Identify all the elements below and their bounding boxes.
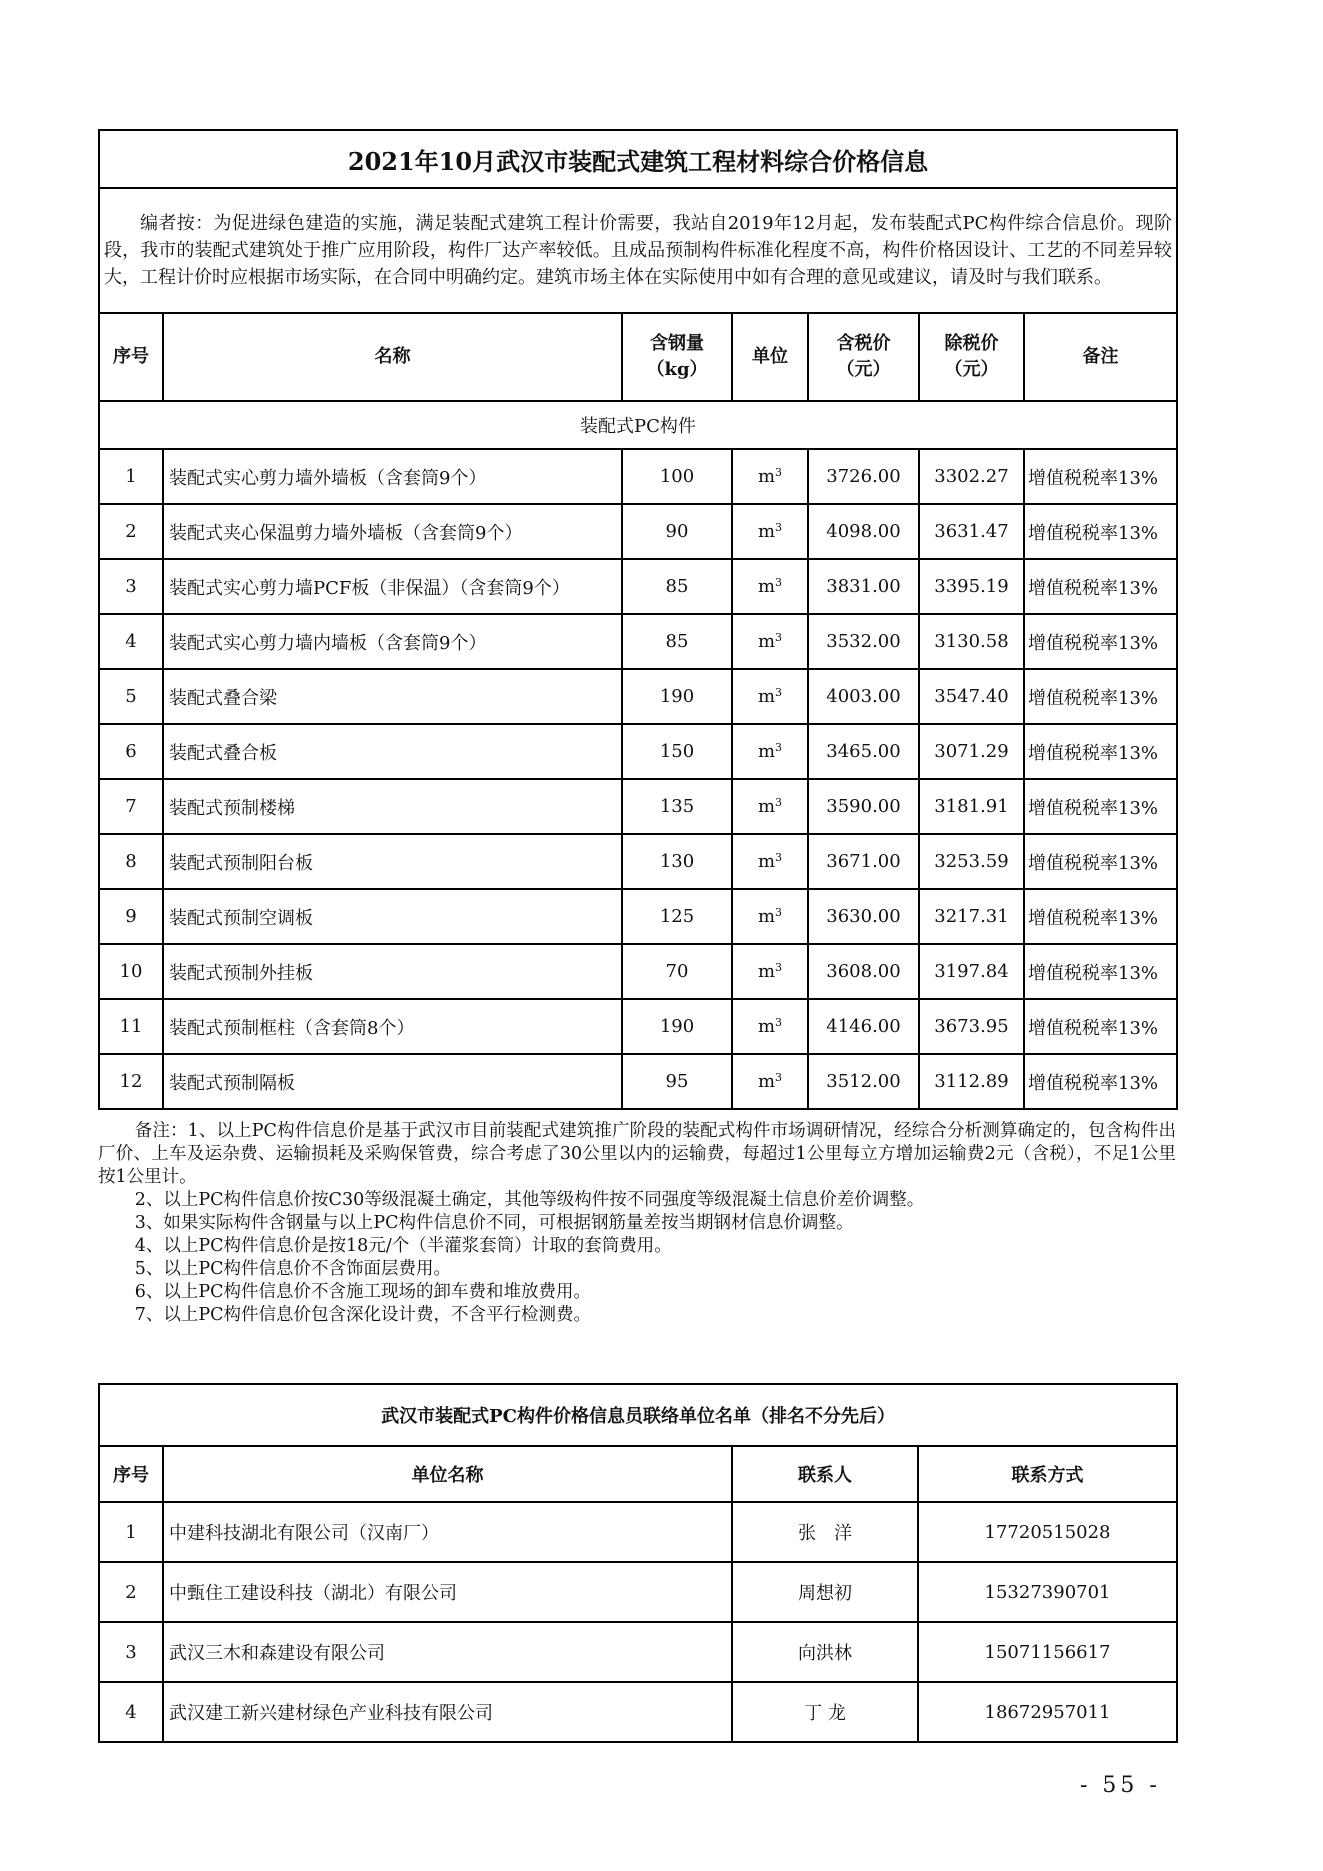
header-tax-excl-label: 除税价 [944, 333, 999, 354]
cell-tax-excl: 3673.95 [919, 999, 1024, 1054]
contact-table-title: 武汉市装配式PC构件价格信息员联络单位名单（排名不分先后） [99, 1384, 1177, 1446]
table-header [99, 313, 1177, 401]
cell-tax-incl: 3630.00 [808, 889, 919, 944]
cell-name: 装配式预制空调板 [163, 889, 622, 944]
cell-remark: 增值税税率13% [1024, 449, 1177, 504]
cell-steel: 150 [622, 724, 732, 779]
contact-row [99, 1502, 1177, 1562]
cell-contact: 丁 龙 [732, 1682, 918, 1742]
cell-seq: 2 [99, 1562, 163, 1622]
cell-unit [732, 724, 808, 779]
cell-tax-incl: 4098.00 [808, 504, 919, 559]
cell-unit [732, 999, 808, 1054]
cell-name: 装配式预制楼梯 [163, 779, 622, 834]
unit-base: m [757, 741, 776, 762]
contact-table-header [99, 1446, 1177, 1502]
unit-superscript: 3 [775, 686, 783, 699]
cell-remark: 增值税税率13% [1024, 999, 1177, 1054]
cell-tax-incl: 4003.00 [808, 669, 919, 724]
cell-unit [732, 779, 808, 834]
cell-company: 中建科技湖北有限公司（汉南厂） [163, 1502, 732, 1562]
cell-tax-excl: 3181.91 [919, 779, 1024, 834]
unit-superscript: 3 [775, 576, 783, 589]
unit-base: m [757, 466, 776, 487]
page-number: - 55 - [1080, 1773, 1161, 1798]
cell-phone: 18672957011 [918, 1682, 1177, 1742]
cell-seq: 1 [99, 449, 163, 504]
header-tax-incl-unit: （元） [836, 359, 891, 380]
cell-unit [732, 834, 808, 889]
cell-steel: 85 [622, 614, 732, 669]
table-row [99, 559, 1177, 614]
cell-name: 装配式实心剪力墙内墙板（含套筒9个） [163, 614, 622, 669]
note-item: 2、以上PC构件信息价按C30等级混凝土确定，其他等级构件按不同强度等级混凝土信息价差价调整。 [134, 1190, 925, 1210]
cell-name: 装配式叠合梁 [163, 669, 622, 724]
note-item: 4、以上PC构件信息价是按18元/个（半灌浆套筒）计取的套筒费用。 [134, 1236, 672, 1256]
cell-company: 武汉三木和森建设有限公司 [163, 1622, 732, 1682]
header-remark: 备注 [1024, 313, 1177, 401]
cell-seq: 6 [99, 724, 163, 779]
unit-base: m [757, 906, 776, 927]
cell-remark: 增值税税率13% [1024, 944, 1177, 999]
unit-superscript: 3 [775, 521, 783, 534]
cell-seq: 4 [99, 1682, 163, 1742]
header-tax-incl-label: 含税价 [836, 333, 891, 354]
note-item: 6、以上PC构件信息价不含施工现场的卸车费和堆放费用。 [134, 1282, 592, 1302]
cell-steel: 100 [622, 449, 732, 504]
header-tax-excl [919, 313, 1024, 401]
table-row [99, 504, 1177, 559]
unit-superscript: 3 [775, 796, 783, 809]
header-phone: 联系方式 [918, 1446, 1177, 1502]
cell-phone: 15071156617 [918, 1622, 1177, 1682]
note-item: 7、以上PC构件信息价包含深化设计费，不含平行检测费。 [134, 1305, 592, 1325]
contact-row [99, 1622, 1177, 1682]
cell-tax-excl: 3071.29 [919, 724, 1024, 779]
header-seq: 序号 [99, 313, 163, 401]
unit-superscript: 3 [775, 741, 783, 754]
unit-superscript: 3 [775, 631, 783, 644]
cell-tax-excl: 3112.89 [919, 1054, 1024, 1109]
cell-steel: 190 [622, 999, 732, 1054]
cell-tax-incl: 3831.00 [808, 559, 919, 614]
cell-unit [732, 614, 808, 669]
cell-steel: 85 [622, 559, 732, 614]
header-steel-label: 含钢量 [650, 333, 704, 354]
unit-superscript: 3 [775, 906, 783, 919]
header-tax-incl [808, 313, 919, 401]
cell-seq: 1 [99, 1502, 163, 1562]
cell-tax-excl: 3302.27 [919, 449, 1024, 504]
cell-tax-incl: 3671.00 [808, 834, 919, 889]
cell-steel: 70 [622, 944, 732, 999]
cell-remark: 增值税税率13% [1024, 1054, 1177, 1109]
cell-steel: 190 [622, 669, 732, 724]
cell-tax-excl: 3197.84 [919, 944, 1024, 999]
contact-table [98, 1383, 1178, 1743]
cell-remark: 增值税税率13% [1024, 779, 1177, 834]
header-contact: 联系人 [732, 1446, 918, 1502]
unit-superscript: 3 [775, 1016, 783, 1029]
cell-seq: 4 [99, 614, 163, 669]
cell-remark: 增值税税率13% [1024, 559, 1177, 614]
editor-note-text: 编者按：为促进绿色建造的实施，满足装配式建筑工程计价需要，我站自2019年12月起，发布装配式PC构件综合信息价。现阶段，我市的装配式建筑处于推广应用阶段，构件厂达产率较低。且成品预制构件标准化程度不高，构件价格因设计、工艺的不同差异较大，工程计价时应根据市场实际，在合同中明确约定。建筑市场主体在实际使用中如有合理的意见或建议，请及时与我们联系。 [104, 213, 1172, 288]
cell-steel: 130 [622, 834, 732, 889]
header-seq: 序号 [99, 1446, 163, 1502]
cell-remark: 增值税税率13% [1024, 724, 1177, 779]
cell-tax-incl: 3590.00 [808, 779, 919, 834]
cell-seq: 3 [99, 559, 163, 614]
cell-seq: 11 [99, 999, 163, 1054]
cell-tax-excl: 3253.59 [919, 834, 1024, 889]
table-row [99, 724, 1177, 779]
header-unit: 单位 [732, 313, 808, 401]
cell-remark: 增值税税率13% [1024, 614, 1177, 669]
cell-seq: 8 [99, 834, 163, 889]
cell-seq: 12 [99, 1054, 163, 1109]
cell-name: 装配式实心剪力墙PCF板（非保温）（含套筒9个） [163, 559, 622, 614]
section-label: 装配式PC构件 [99, 401, 1177, 449]
note-item: 备注：1、以上PC构件信息价是基于武汉市目前装配式建筑推广阶段的装配式构件市场调研情况，经综合分析测算确定的，包含构件出厂价、上车及运杂费、运输损耗及采购保管费，综合考虑了30公里以内的运输费，每超过1公里每立方增加运输费2元（含税），不足1公里按1公里计。 [98, 1121, 1176, 1187]
cell-name: 装配式预制框柱（含套筒8个） [163, 999, 622, 1054]
unit-superscript: 3 [775, 961, 783, 974]
note-item: 5、以上PC构件信息价不含饰面层费用。 [134, 1259, 452, 1279]
cell-seq: 5 [99, 669, 163, 724]
cell-tax-incl: 3726.00 [808, 449, 919, 504]
cell-tax-incl: 3512.00 [808, 1054, 919, 1109]
cell-remark: 增值税税率13% [1024, 889, 1177, 944]
unit-base: m [757, 796, 776, 817]
cell-name: 装配式预制隔板 [163, 1054, 622, 1109]
contact-row [99, 1682, 1177, 1742]
table-row [99, 449, 1177, 504]
cell-name: 装配式夹心保温剪力墙外墙板（含套筒9个） [163, 504, 622, 559]
note-item: 3、如果实际构件含钢量与以上PC构件信息价不同，可根据钢筋量差按当期钢材信息价调整。 [134, 1213, 854, 1233]
cell-tax-excl: 3547.40 [919, 669, 1024, 724]
header-company: 单位名称 [163, 1446, 732, 1502]
price-table [98, 129, 1178, 1110]
unit-base: m [757, 851, 776, 872]
cell-remark: 增值税税率13% [1024, 504, 1177, 559]
cell-remark: 增值税税率13% [1024, 669, 1177, 724]
unit-superscript: 3 [775, 851, 783, 864]
cell-tax-incl: 3532.00 [808, 614, 919, 669]
cell-name: 装配式预制阳台板 [163, 834, 622, 889]
cell-tax-incl: 3608.00 [808, 944, 919, 999]
cell-tax-excl: 3631.47 [919, 504, 1024, 559]
cell-contact: 周想初 [732, 1562, 918, 1622]
cell-tax-excl: 3130.58 [919, 614, 1024, 669]
cell-unit [732, 449, 808, 504]
cell-unit [732, 889, 808, 944]
cell-unit [732, 559, 808, 614]
notes [98, 1120, 1176, 1327]
editor-note [99, 188, 1177, 313]
cell-unit [732, 504, 808, 559]
unit-base: m [757, 1071, 776, 1092]
cell-unit [732, 1054, 808, 1109]
unit-base: m [757, 631, 776, 652]
page-title: 2021年10月武汉市装配式建筑工程材料综合价格信息 [99, 130, 1177, 188]
cell-unit [732, 944, 808, 999]
cell-contact: 向洪林 [732, 1622, 918, 1682]
unit-base: m [757, 1016, 776, 1037]
cell-phone: 15327390701 [918, 1562, 1177, 1622]
cell-steel: 95 [622, 1054, 732, 1109]
cell-steel: 90 [622, 504, 732, 559]
table-row [99, 669, 1177, 724]
cell-steel: 125 [622, 889, 732, 944]
cell-tax-excl: 3217.31 [919, 889, 1024, 944]
cell-name: 装配式预制外挂板 [163, 944, 622, 999]
header-name: 名称 [163, 313, 622, 401]
cell-steel: 135 [622, 779, 732, 834]
header-steel-unit: （kg） [646, 359, 708, 380]
cell-company: 中甄住工建设科技（湖北）有限公司 [163, 1562, 732, 1622]
unit-base: m [757, 686, 776, 707]
cell-unit [732, 669, 808, 724]
table-row [99, 889, 1177, 944]
header-steel [622, 313, 732, 401]
table-row [99, 779, 1177, 834]
cell-phone: 17720515028 [918, 1502, 1177, 1562]
unit-superscript: 3 [775, 1071, 783, 1084]
cell-tax-incl: 4146.00 [808, 999, 919, 1054]
unit-base: m [757, 961, 776, 982]
unit-base: m [757, 576, 776, 597]
unit-base: m [757, 521, 776, 542]
cell-name: 装配式实心剪力墙外墙板（含套筒9个） [163, 449, 622, 504]
table-row [99, 999, 1177, 1054]
cell-name: 装配式叠合板 [163, 724, 622, 779]
table-row [99, 1054, 1177, 1109]
table-row [99, 944, 1177, 999]
cell-seq: 2 [99, 504, 163, 559]
header-tax-excl-unit: （元） [944, 359, 999, 380]
contact-row [99, 1562, 1177, 1622]
cell-seq: 9 [99, 889, 163, 944]
cell-seq: 3 [99, 1622, 163, 1682]
cell-tax-excl: 3395.19 [919, 559, 1024, 614]
table-row [99, 614, 1177, 669]
cell-seq: 7 [99, 779, 163, 834]
unit-superscript: 3 [775, 466, 783, 479]
cell-contact: 张 洋 [732, 1502, 918, 1562]
cell-tax-incl: 3465.00 [808, 724, 919, 779]
table-row [99, 834, 1177, 889]
cell-remark: 增值税税率13% [1024, 834, 1177, 889]
cell-company: 武汉建工新兴建材绿色产业科技有限公司 [163, 1682, 732, 1742]
cell-seq: 10 [99, 944, 163, 999]
